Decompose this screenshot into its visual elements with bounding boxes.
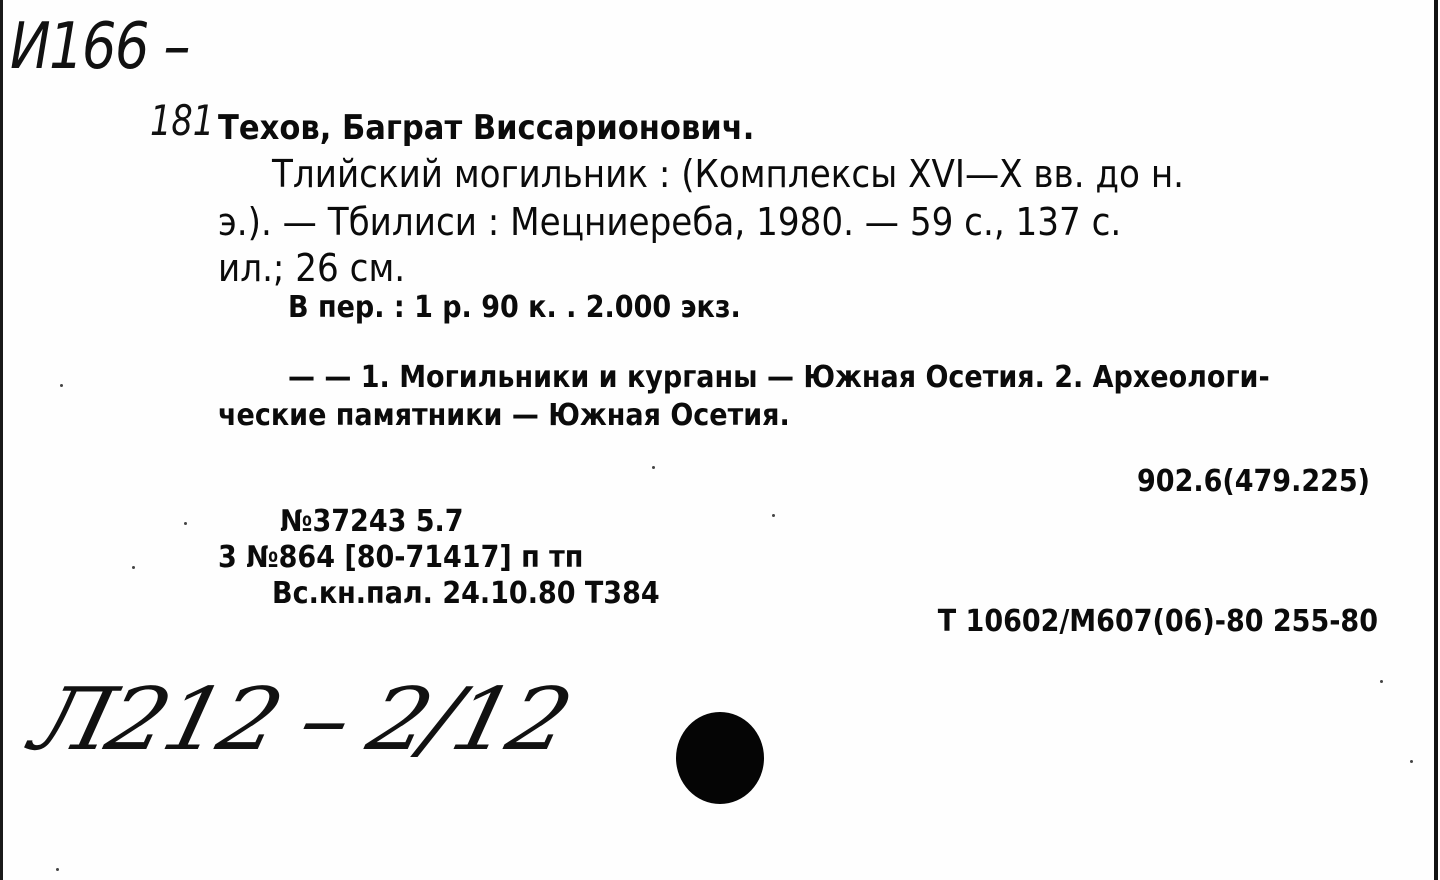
card-right-edge: [1434, 0, 1438, 880]
subject-headings-line-2: ческие памятники — Южная Осетия.: [218, 398, 790, 433]
scan-speck: [652, 466, 655, 469]
punch-hole: [676, 712, 764, 804]
scan-speck: [1410, 760, 1413, 763]
physical-description: ил.; 26 см.: [218, 246, 406, 290]
order-number-line-2: 3 №864 [80-71417] п тп: [218, 540, 584, 575]
handwritten-bottom-mark: Л212 – 2/12: [22, 670, 577, 770]
author-heading: Техов, Баграт Виссарионович.: [218, 108, 755, 148]
handwritten-shelf-mark: И166 –: [10, 10, 189, 84]
title-statement: Тлийский могильник : (Комплексы XVI—X вв. до н.: [272, 152, 1185, 196]
book-chamber-line: Вс.кн.пал. 24.10.80 Т384: [272, 576, 660, 611]
scan-speck: [132, 566, 135, 569]
scan-speck: [1380, 680, 1383, 683]
subject-headings-line-1: — — 1. Могильники и курганы — Южная Осетия. 2. Археологи-: [288, 360, 1270, 395]
scan-speck: [60, 384, 63, 387]
scan-speck: [56, 868, 59, 871]
card-left-edge: [0, 0, 3, 880]
publisher-series-code: Т 10602/М607(06)-80 255-80: [937, 604, 1378, 639]
classification-code: 902.6(479.225): [1137, 464, 1370, 499]
handwritten-card-number: 181: [150, 96, 215, 145]
price-and-print-run: В пер. : 1 р. 90 к. . 2.000 экз.: [288, 290, 741, 325]
scan-speck: [184, 522, 187, 525]
publication-statement: э.). — Тбилиси : Мецниереба, 1980. — 59 с., 137 с.: [218, 200, 1122, 244]
scan-speck: [772, 514, 775, 517]
order-number-line-1: №37243 5.7: [280, 504, 464, 539]
